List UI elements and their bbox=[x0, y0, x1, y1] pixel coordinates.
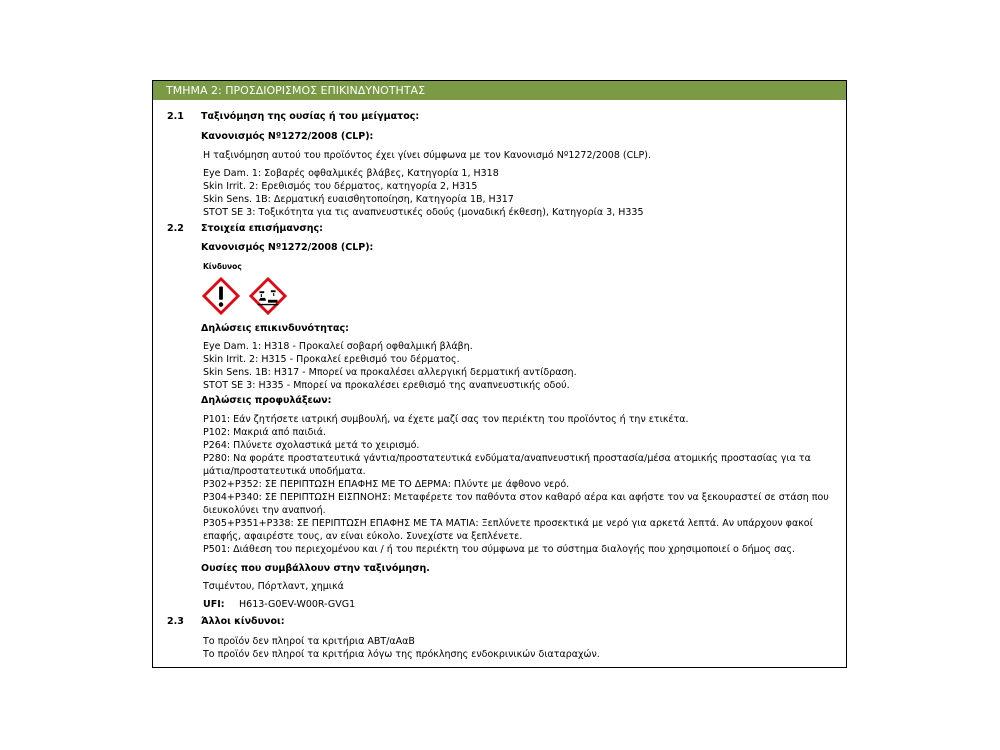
precautionary-statement: P302+P352: ΣΕ ΠΕΡΙΠΤΩΣΗ ΕΠΑΦΗΣ ΜΕ ΤΟ ΔΕΡΜΑ: Πλύντε με άφθονο νερό. bbox=[203, 479, 570, 490]
hazard-statements-heading: Δηλώσεις επικινδυνότητας: bbox=[201, 323, 349, 334]
hazard-statement: Skin Irrit. 2: H315 - Προκαλεί ερεθισμό του δέρματος. bbox=[203, 354, 460, 365]
classification-intro: Η ταξινόμηση αυτού του προϊόντος έχει γίνει σύμφωνα με τον Κανονισμό Νº1272/2008 (CLP). bbox=[203, 150, 651, 161]
precautionary-statement: μάτια/προστατευτικά υποδήματα. bbox=[203, 466, 366, 477]
sds-section-box bbox=[152, 80, 847, 668]
corrosion-icon bbox=[249, 277, 287, 315]
hazard-statement: STOT SE 3: H335 - Μπορεί να προκαλέσει ερεθισμό της αναπνευστικής οδού. bbox=[203, 380, 570, 391]
subsection-title: Ταξινόμηση της ουσίας ή του μείγματος: bbox=[201, 111, 420, 122]
classification-line: Skin Sens. 1B: Δερματική ευαισθητοποίηση, Κατηγορία 1B, H317 bbox=[203, 194, 514, 205]
signal-word: Κίνδυνος bbox=[203, 262, 242, 271]
precautionary-statement: P264: Πλύνετε σχολαστικά μετά το χειρισμό. bbox=[203, 440, 420, 451]
regulation-heading: Κανονισμός Νº1272/2008 (CLP): bbox=[201, 131, 374, 142]
other-hazards-line: Το προϊόν δεν πληροί τα κριτήρια λόγω της πρόκλησης ενδοκρινικών διαταραχών. bbox=[203, 649, 600, 660]
precautionary-statement: P102: Μακριά από παιδιά. bbox=[203, 427, 326, 438]
precautionary-statement: επαφής, αφαιρέστε τους, αν είναι εύκολο. Συνεχίστε να ξεπλένετε. bbox=[203, 531, 523, 542]
classification-line: STOT SE 3: Τοξικότητα για τις αναπνευστικές οδούς (μοναδική έκθεση), Κατηγορία 3, H335 bbox=[203, 207, 644, 218]
section-number: 2.1 bbox=[167, 111, 184, 122]
section-number: 2.2 bbox=[167, 223, 184, 234]
section-number: 2.3 bbox=[167, 616, 184, 627]
precautionary-statements-heading: Δηλώσεις προφυλάξεων: bbox=[201, 395, 332, 406]
hazard-statement: Eye Dam. 1: H318 - Προκαλεί σοβαρή οφθαλμική βλάβη. bbox=[203, 341, 473, 352]
precautionary-statement: P304+P340: ΣΕ ΠΕΡΙΠΤΩΣΗ ΕΙΣΠΝΟΗΣ: Μεταφέρετε τον παθόντα στον καθαρό αέρα και αφήστε τον να ξεκουραστεί σε στάση που bbox=[203, 492, 829, 503]
classification-line: Eye Dam. 1: Σοβαρές οφθαλμικές βλάβες, Κατηγορία 1, H318 bbox=[203, 168, 499, 179]
section-header: ΤΜΗΜΑ 2: ΠΡΟΣΔΙΟΡΙΣΜΟΣ ΕΠΙΚΙΝΔΥΝΟΤΗΤΑΣ bbox=[153, 81, 846, 100]
hazard-statement: Skin Sens. 1B: H317 - Μπορεί να προκαλέσει αλλεργική δερματική αντίδραση. bbox=[203, 367, 577, 378]
exclamation-mark-icon bbox=[202, 277, 240, 315]
ufi-label: UFI: bbox=[203, 599, 225, 610]
other-hazards-line: Το προϊόν δεν πληροί τα κριτήρια ABT/αΑαΒ bbox=[203, 636, 415, 647]
precautionary-statement: P501: Διάθεση του περιεχομένου και / ή του περιέκτη του σύμφωνα με το σύστημα διαλογής που χρησιμοποιεί ο δήμος σας. bbox=[203, 544, 795, 555]
subsection-title: Στοιχεία επισήμανσης: bbox=[201, 223, 323, 234]
precautionary-statement: P305+P351+P338: ΣΕ ΠΕΡΙΠΤΩΣΗ ΕΠΑΦΗΣ ΜΕ ΤΑ ΜΑΤΙΑ: Ξεπλύνετε προσεκτικά με νερό για αρκετά λεπτά. Αν υπάρχουν φακοί bbox=[203, 518, 813, 529]
precautionary-statement: διευκολύνει την αναπνοή. bbox=[203, 505, 326, 516]
classification-line: Skin Irrit. 2: Ερεθισμός του δέρματος, κατηγορία 2, H315 bbox=[203, 181, 478, 192]
precautionary-statement: P101: Εάν ζητήσετε ιατρική συμβουλή, να έχετε μαζί σας τον περιέκτη του προϊόντος ή την ετικέτα. bbox=[203, 414, 689, 425]
precautionary-statement: P280: Να φοράτε προστατευτικά γάντια/προστατευτικά ενδύματα/αναπνευστική προστασία/μέσα ατομικής προστασίας για τα bbox=[203, 453, 811, 464]
ufi-value: H613-G0EV-W00R-GVG1 bbox=[239, 599, 356, 610]
regulation-heading: Κανονισμός Νº1272/2008 (CLP): bbox=[201, 242, 374, 253]
contributors-text: Τσιμέντου, Πόρτλαντ, χημικά bbox=[203, 581, 344, 592]
subsection-title: Άλλοι κίνδυνοι: bbox=[201, 616, 285, 627]
contributors-heading: Ουσίες που συμβάλλουν στην ταξινόμηση. bbox=[201, 563, 430, 574]
